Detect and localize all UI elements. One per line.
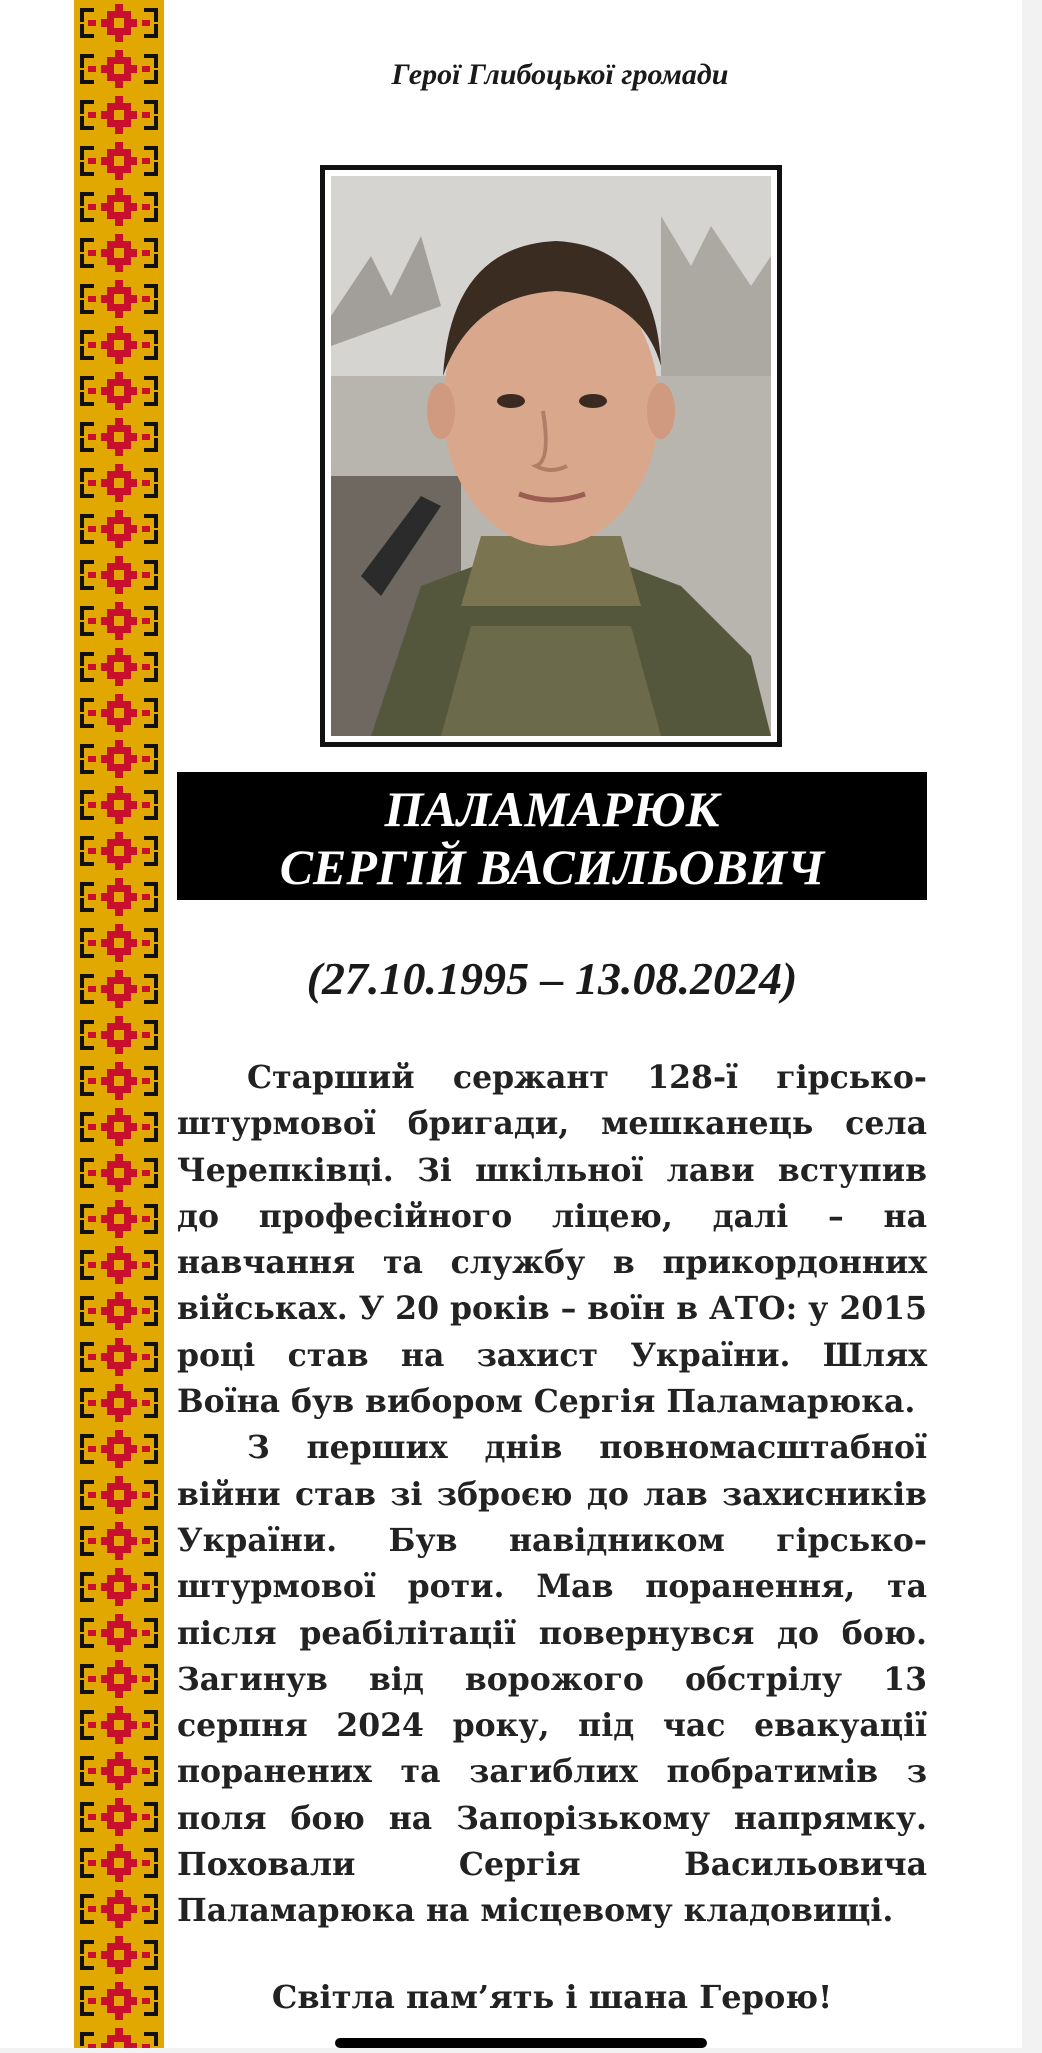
hero-name-banner <box>177 772 927 900</box>
portrait-photo-icon <box>331 176 771 736</box>
hero-life-dates: (27.10.1995 – 13.08.2024) <box>306 953 798 1004</box>
biography-paragraph: З перших днів повномасштабної війни став зі зброєю до лав захисників України. Був навідником гірськоштурмової роти. Мав поранення, та після реабілітації повернувся до бою. Загинув від ворожого обстрілу 13 серпня 2024 року, під час евакуації поранених та загиблих побратимів з поля бою на Запорізькому напрямку. Поховали Сергія Васильовича Паламарюка на місцевому кладовищі. <box>177 1429 927 1930</box>
hero-portrait-frame <box>320 165 782 747</box>
biography-paragraph: Старший сержант 128-ї гірськоштурмової бригади, мешканець села Черепківці. Зі шкільної лави вступив до професійного ліцею, далі – на навчання та службу в прикордонних військах. У 20 років – воїн в АТО: у 2015 році став на захист України. Шлях Воїна був вибором Сергія Паламарюка. <box>177 1059 927 1421</box>
page-header-title: Герої Глибоцької громади <box>391 58 729 91</box>
memorial-closing-line: Світла пам’ять і шана Герою! <box>271 1978 833 2016</box>
home-indicator-bar[interactable] <box>335 2038 707 2048</box>
hero-biography <box>177 1055 927 1935</box>
hero-surname: ПАЛАМАРЮК <box>384 781 720 837</box>
embroidery-pattern-icon <box>74 0 164 2048</box>
hero-portrait <box>325 170 777 742</box>
embroidery-ornament-border <box>74 0 164 2048</box>
hero-given-names: СЕРГІЙ ВАСИЛЬОВИЧ <box>279 839 825 895</box>
